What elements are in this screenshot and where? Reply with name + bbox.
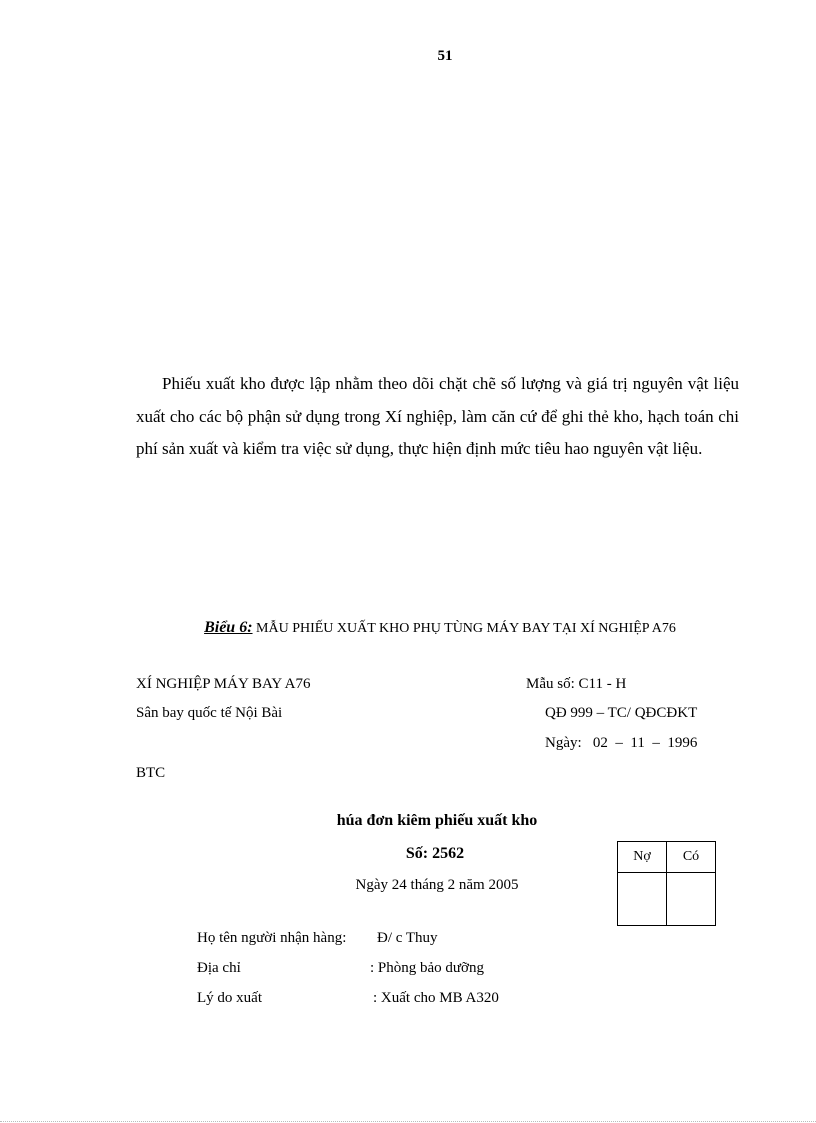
btc-label: BTC [136, 765, 166, 781]
form-title: húa đơn kiêm phiếu xuất kho [336, 812, 538, 829]
recipient-name-value: Đ/ c Thuy [377, 930, 438, 946]
form-date: Ngày 24 tháng 2 năm 2005 [355, 877, 519, 893]
form-number: Số: 2562 [405, 845, 465, 862]
recipient-address-label: Địa chỉ [197, 960, 241, 976]
recipient-reason-label: Lý do xuất [197, 990, 262, 1006]
recipient-address-value: : Phòng bảo dưỡng [370, 960, 484, 976]
recipient-reason-value: : Xuất cho MB A320 [373, 990, 499, 1006]
decision-number: QĐ 999 – TC/ QĐCĐKT [545, 705, 698, 721]
debit-credit-table [617, 841, 716, 926]
body-paragraph: Phiếu xuất kho được lập nhằm theo dõi chặt chẽ số lượng và giá trị nguyên vật liệu xuất cho các bộ phận sử dụng trong Xí nghiệp, làm căn cứ để ghi thẻ kho, hạch toán chi phí sản xuất và kiểm tra việc sử dụng, thực hiện định mức tiêu hao nguyên vật liệu. [136, 374, 739, 458]
issuer-name: XÍ NGHIỆP MÁY BAY A76 [136, 676, 311, 692]
decision-date: Ngày: 02 – 11 – 1996 [545, 735, 698, 751]
figure-heading [0, 619, 816, 637]
page-number: 51 [437, 48, 453, 64]
debit-header: Nợ [618, 842, 667, 873]
credit-cell [667, 873, 716, 926]
debit-cell [618, 873, 667, 926]
page-bottom-divider [0, 1121, 816, 1122]
figure-label: Biểu 6: [204, 619, 253, 636]
issuer-address: Sân bay quốc tế Nội Bài [136, 705, 283, 721]
recipient-name-label: Họ tên người nhận hàng: [197, 930, 347, 946]
form-code: Mẫu số: C11 - H [526, 676, 627, 692]
credit-header: Có [667, 842, 716, 873]
figure-title: MẪU PHIẾU XUẤT KHO PHỤ TÙNG MÁY BAY TẠI XÍ NGHIỆP A76 [252, 621, 676, 636]
